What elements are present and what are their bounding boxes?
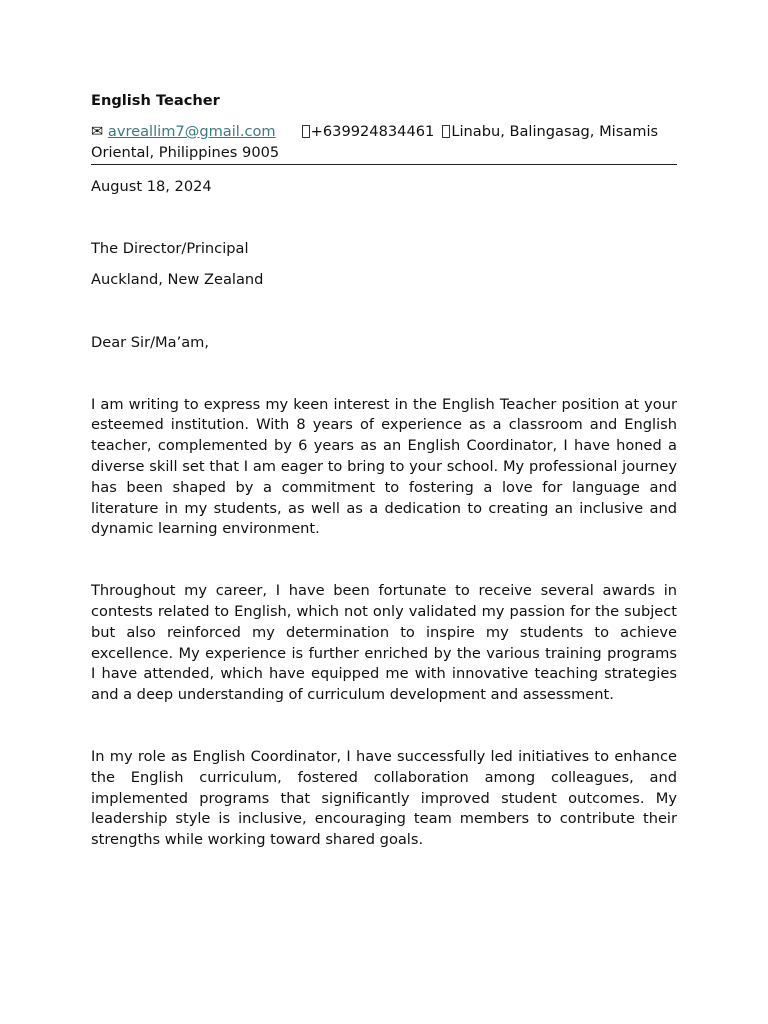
cover-letter-page <box>91 91 677 851</box>
email-icon: ✉ <box>91 122 104 140</box>
location-icon <box>442 125 450 138</box>
recipient-location: Auckland, New Zealand <box>91 270 264 288</box>
phone-number: +639924834461 <box>310 122 435 140</box>
address: Linabu, Balingasag, Misamis Oriental, Philippines 9005 <box>91 122 659 161</box>
job-title: English Teacher <box>91 92 220 109</box>
letter-date: August 18, 2024 <box>91 178 212 196</box>
email-link[interactable]: avreallim7@gmail.com <box>107 122 276 140</box>
phone-icon <box>302 125 310 138</box>
body-paragraph-2: Throughout my career, I have been fortunate to receive several awards in contests related to English, which not only validated my passion for the subject but also reinforced my determination to inspire my students to achieve excellence. My experience is further enriched by the various training programs I have attended, which have equipped me with innovative teaching strategies and a deep understanding of curriculum development and assessment. <box>91 582 677 704</box>
recipient-title: The Director/Principal <box>91 240 249 258</box>
body-paragraph-1: I am writing to express my keen interest in the English Teacher position at your esteemed institution. With 8 years of experience as a classroom and English teacher, complemented by 6 years as an English Coordinator, I have honed a diverse skill set that I am eager to bring to your school. My professional journey has been shaped by a commitment to fostering a love for language and literature in my students, as well as a dedication to creating an inclusive and dynamic learning environment. <box>91 395 677 538</box>
salutation: Dear Sir/Ma’am, <box>91 333 210 351</box>
body-paragraph-3: In my role as English Coordinator, I have successfully led initiatives to enhance the English curriculum, fostered collaboration among colleagues, and implemented programs that significantly improved student outcomes. My leadership style is inclusive, encouraging team members to contribute their strengths while working toward shared goals. <box>91 747 677 849</box>
contact-line <box>91 122 677 166</box>
